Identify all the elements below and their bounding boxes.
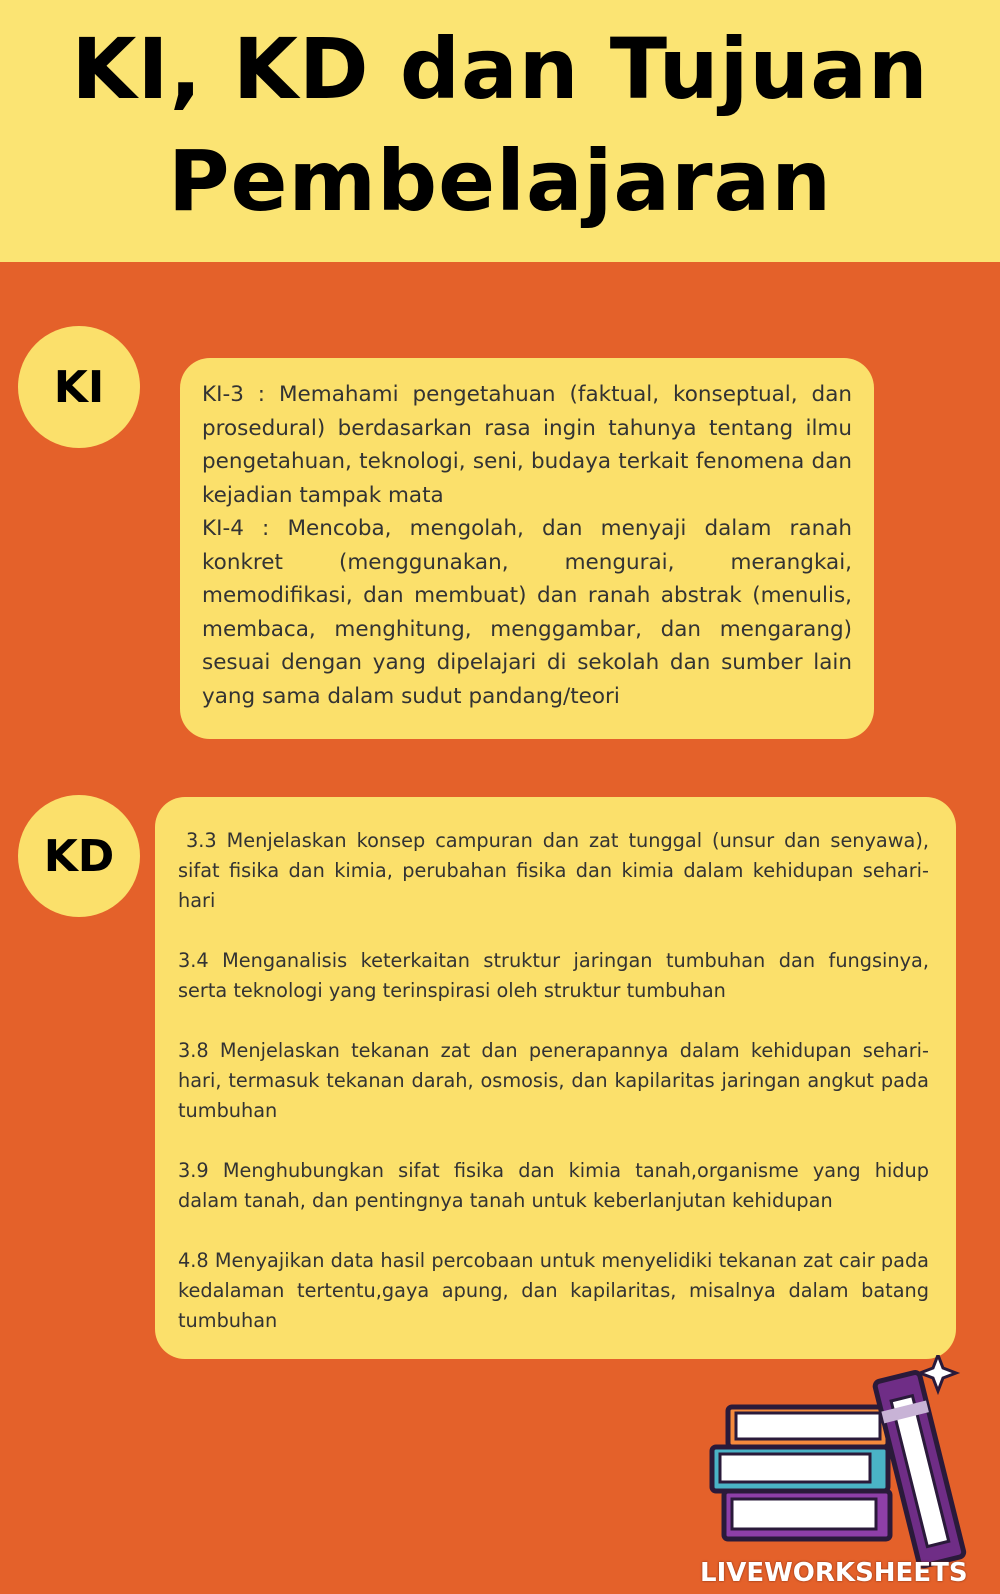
- kd-badge-label: KD: [43, 830, 115, 882]
- ki-badge-label: KI: [53, 361, 105, 413]
- sparkle-icon: [920, 1355, 956, 1391]
- kd-3-4-text: 3.4 Menganalisis keterkaitan struktur jaringan tumbuhan dan fungsinya, serta teknologi yang terinspirasi oleh struktur tumbuhan: [178, 949, 929, 1002]
- kd-3-9-text: 3.9 Menghubungkan sifat fisika dan kimia tanah,organisme yang hidup dalam tanah, dan pentingnya tanah untuk keberlanjutan kehidupan: [178, 1159, 929, 1212]
- bottom-book-icon: [724, 1491, 890, 1539]
- kd-card: [155, 797, 956, 1359]
- title-line-2: Pembelajaran: [167, 132, 833, 230]
- ki-3-text: KI-3 : Memahami pengetahuan (faktual, konseptual, dan prosedural) berdasarkan rasa ingin tahunya tentang ilmu pengetahuan, teknologi, seni, budaya terkait fenomena dan kejadian tampak mata: [202, 382, 852, 508]
- watermark: LIVEWORKSHEETS: [700, 1558, 968, 1588]
- top-book-icon: [728, 1407, 888, 1447]
- ki-4-text: KI-4 : Mencoba, mengolah, dan menyaji dalam ranah konkret (menggunakan, mengurai, merangkai, memodifikasi, dan membuat) dan ranah abstrak (menulis, membaca, menghitung, menggambar, dan mengarang) sesuai dengan yang dipelajari di sekolah dan sumber lain yang sama dalam sudut pandang/teori: [202, 516, 852, 709]
- middle-book-icon: [712, 1447, 888, 1491]
- kd-4-8-text: 4.8 Menyajikan data hasil percobaan untuk menyelidiki tekanan zat cair pada kedalaman tertentu,gaya apung, dan kapilaritas, misalnya dalam batang tumbuhan: [178, 1249, 929, 1332]
- ki-badge: [18, 326, 140, 448]
- kd-3-3-text: 3.3 Menjelaskan konsep campuran dan zat tunggal (unsur dan senyawa), sifat fisika dan kimia, perubahan fisika dan kimia dalam kehidupan sehari-hari: [178, 829, 929, 912]
- title-line-1: KI, KD dan Tujuan: [71, 20, 929, 118]
- kd-3-8-text: 3.8 Menjelaskan tekanan zat dan penerapannya dalam kehidupan sehari-hari, termasuk tekanan darah, osmosis, dan kapilaritas jaringan angkut pada tumbuhan: [178, 1039, 929, 1122]
- page-title: [71, 13, 928, 237]
- ki-card: [180, 358, 874, 739]
- header-banner: [0, 0, 1000, 262]
- kd-badge: [18, 795, 140, 917]
